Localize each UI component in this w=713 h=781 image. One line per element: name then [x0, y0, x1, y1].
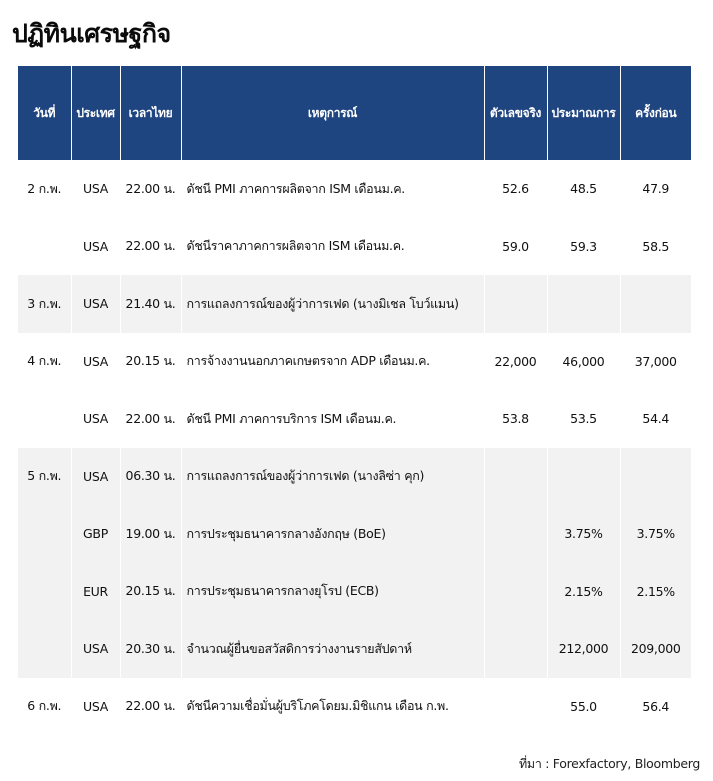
cell-time: 06.30 น.	[120, 448, 181, 506]
cell-day	[18, 218, 71, 276]
cell-previous: 54.4	[620, 390, 691, 448]
table-row	[18, 505, 691, 563]
table-row	[18, 275, 691, 333]
cell-previous: 37,000	[620, 333, 691, 391]
header-forecast: ประมาณการ	[547, 66, 620, 160]
cell-previous: 3.75%	[620, 505, 691, 563]
cell-day: 6 ก.พ.	[27, 698, 62, 714]
cell-event: การประชุมธนาคารกลางยุโรป (ECB)	[181, 563, 484, 621]
table-row	[18, 620, 691, 678]
cell-event: ดัชนีความเชื่อมั่นผู้บริโภคโดยม.มิชิแกน เดือน ก.พ.	[181, 678, 484, 736]
cell-previous: 56.4	[620, 678, 691, 736]
cell-event: จำนวณผู้ยื่นขอสวัสดิการว่างงานรายสัปดาห์	[181, 620, 484, 678]
cell-time: 22.00 น.	[120, 160, 181, 218]
cell-country: USA	[71, 678, 120, 736]
cell-actual	[484, 448, 547, 506]
cell-previous: 58.5	[620, 218, 691, 276]
table-row	[18, 678, 691, 736]
cell-actual: 52.6	[484, 160, 547, 218]
cell-day: 2 ก.พ.	[27, 180, 62, 196]
cell-day: 3 ก.พ.	[18, 275, 71, 333]
cell-day	[18, 390, 71, 448]
cell-country: GBP	[71, 505, 120, 563]
header-event: เหตุการณ์	[181, 66, 484, 160]
cell-forecast: 2.15%	[547, 563, 620, 621]
table-row	[18, 333, 691, 391]
cell-previous: 2.15%	[620, 563, 691, 621]
cell-actual: 22,000	[484, 333, 547, 391]
cell-event: ดัชนี PMI ภาคการผลิตจาก ISM เดือนม.ค.	[181, 160, 484, 218]
cell-day: 5 ก.พ.	[18, 448, 71, 506]
cell-actual	[484, 505, 547, 563]
table-body	[18, 160, 691, 735]
cell-event: การแถลงการณ์ของผู้ว่าการเฟด (นางมิเชล โบว์แมน)	[181, 275, 484, 333]
cell-forecast: 55.0	[547, 678, 620, 736]
cell-country: USA	[71, 448, 120, 506]
cell-event: การจ้างงานนอกภาคเกษตรจาก ADP เดือนม.ค.	[181, 333, 484, 391]
cell-event: ดัชนีราคาภาคการผลิตจาก ISM เดือนม.ค.	[181, 218, 484, 276]
header-time: เวลาไทย	[120, 66, 181, 160]
cell-forecast: 53.5	[547, 390, 620, 448]
page-title: ปฏิทินเศรษฐกิจ	[12, 19, 171, 48]
header-actual: ตัวเลขจริง	[484, 66, 547, 160]
cell-previous: 47.9	[620, 160, 691, 218]
cell-country: USA	[71, 275, 120, 333]
table-row	[18, 563, 691, 621]
cell-forecast: 48.5	[547, 160, 620, 218]
cell-forecast	[547, 275, 620, 333]
cell-day	[18, 563, 71, 621]
cell-previous	[620, 448, 691, 506]
cell-forecast: 212,000	[547, 620, 620, 678]
header-previous: ครั้งก่อน	[620, 66, 691, 160]
cell-time: 21.40 น.	[120, 275, 181, 333]
cell-country: USA	[71, 160, 120, 218]
table-row	[18, 390, 691, 448]
source-note: ที่มา : Forexfactory, Bloomberg	[518, 756, 700, 771]
cell-actual	[484, 620, 547, 678]
cell-actual: 59.0	[484, 218, 547, 276]
cell-event: การแถลงการณ์ของผู้ว่าการเฟด (นางลิซ่า คุก)	[181, 448, 484, 506]
cell-time: 20.15 น.	[120, 333, 181, 391]
cell-time: 22.00 น.	[120, 390, 181, 448]
cell-event: การประชุมธนาคารกลางอังกฤษ (BoE)	[181, 505, 484, 563]
cell-previous	[620, 275, 691, 333]
table-row	[18, 448, 691, 506]
table-row	[18, 160, 691, 218]
cell-country: USA	[71, 620, 120, 678]
economic-calendar-table	[18, 66, 691, 735]
cell-country: EUR	[71, 563, 120, 621]
cell-country: USA	[71, 333, 120, 391]
header-country: ประเทศ	[71, 66, 120, 160]
cell-event: ดัชนี PMI ภาคการบริการ ISM เดือนม.ค.	[181, 390, 484, 448]
header-day: วันที่	[18, 66, 71, 160]
cell-day	[18, 620, 71, 678]
cell-time: 20.30 น.	[120, 620, 181, 678]
cell-forecast: 59.3	[547, 218, 620, 276]
table-row	[18, 218, 691, 276]
cell-forecast: 3.75%	[547, 505, 620, 563]
cell-actual: 53.8	[484, 390, 547, 448]
cell-actual	[484, 678, 547, 736]
cell-country: USA	[71, 390, 120, 448]
table-header-row	[18, 66, 691, 160]
cell-time: 19.00 น.	[120, 505, 181, 563]
cell-actual	[484, 275, 547, 333]
cell-day: 4 ก.พ.	[27, 353, 62, 369]
cell-forecast	[547, 448, 620, 506]
cell-country: USA	[71, 218, 120, 276]
cell-previous: 209,000	[620, 620, 691, 678]
cell-time: 20.15 น.	[120, 563, 181, 621]
cell-actual	[484, 563, 547, 621]
cell-time: 22.00 น.	[120, 218, 181, 276]
cell-time: 22.00 น.	[120, 678, 181, 736]
cell-forecast: 46,000	[547, 333, 620, 391]
cell-day	[18, 505, 71, 563]
